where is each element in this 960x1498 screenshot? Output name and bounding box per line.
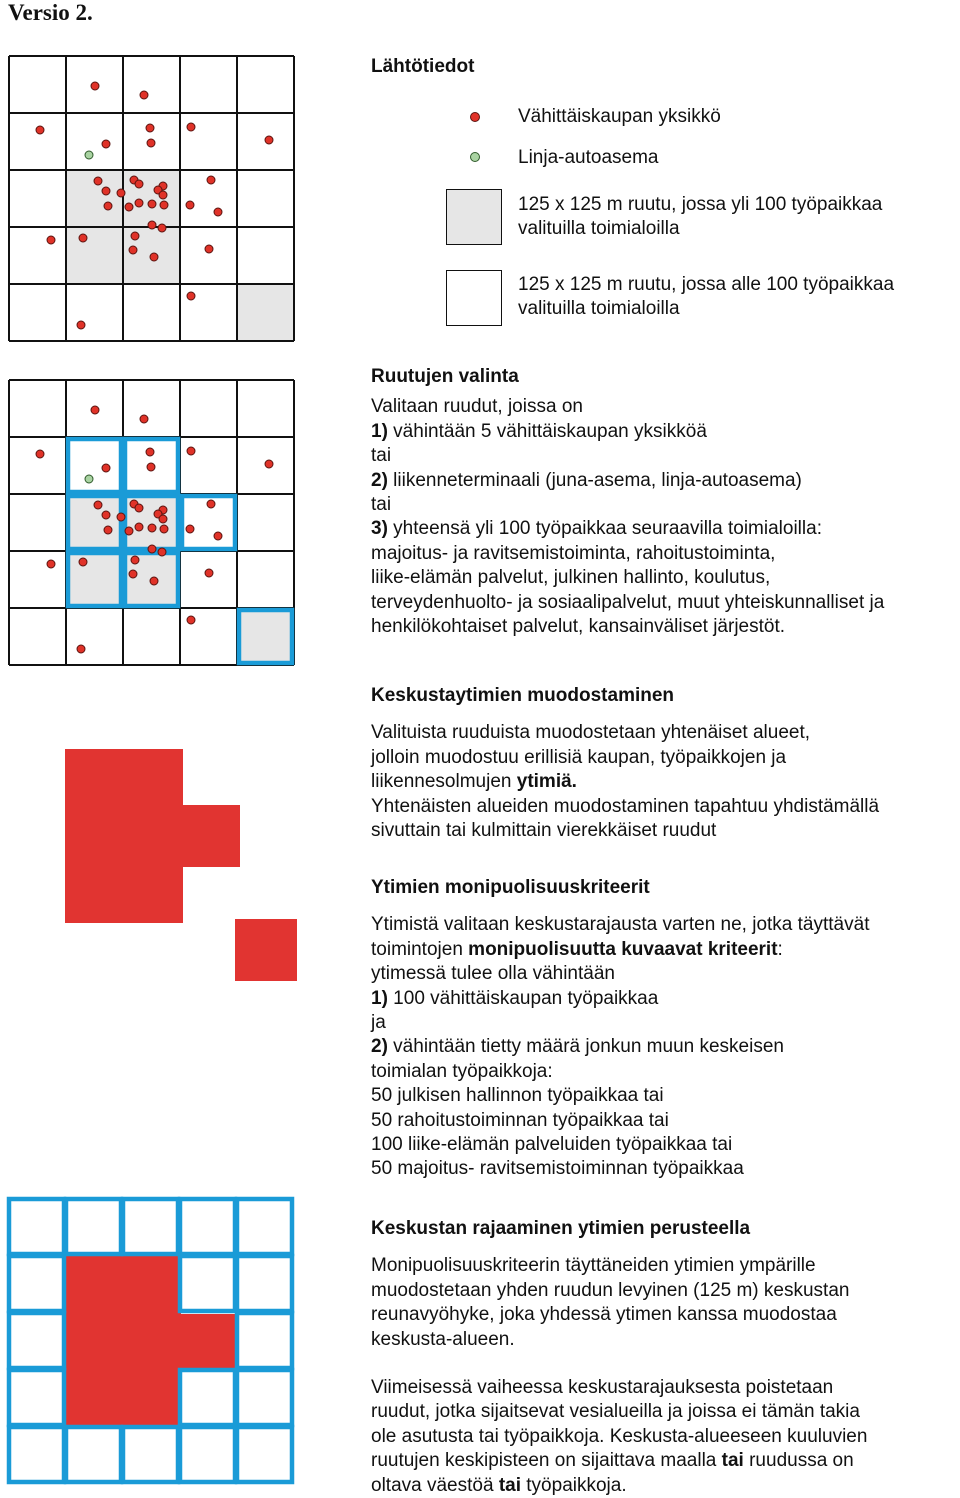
retail-unit-dot	[158, 224, 166, 232]
retail-unit-dot	[205, 245, 213, 253]
text-line: Viimeisessä vaiheessa keskustarajauksesta poistetaan	[371, 1376, 834, 1398]
retail-unit-dot	[205, 569, 213, 577]
retail-unit-dot	[104, 202, 112, 210]
boundary-cell-outline	[180, 1199, 235, 1254]
retail-unit-dot	[117, 513, 125, 521]
retail-unit-dot	[117, 189, 125, 197]
center-boundary-grid	[6, 1196, 300, 1486]
boundary-cell-outline	[237, 1313, 292, 1368]
input-data-grid	[8, 55, 298, 342]
retail-unit-dot	[129, 570, 137, 578]
retail-unit-dot	[214, 208, 222, 216]
retail-unit-dot	[214, 532, 222, 540]
bus-station-dot	[85, 151, 93, 159]
retail-unit-dot	[186, 525, 194, 533]
text-line: henkilökohtaiset palvelut, kansainväliset järjestöt.	[371, 615, 786, 637]
retail-unit-dot	[125, 203, 133, 211]
text-line: Valituista ruuduista muodostetaan yhtenäiset alueet,	[371, 722, 811, 744]
retail-unit-dot	[36, 450, 44, 458]
text-line: muodostetaan yhden ruudun levyinen (125 m) keskustan	[371, 1279, 850, 1301]
text-line: tai	[371, 493, 392, 515]
rajaaminen-body-2	[371, 1376, 867, 1498]
retail-unit-dot	[36, 126, 44, 134]
legend-gray-line-2: valituilla toimialoilla	[518, 218, 680, 240]
boundary-cell-outline	[180, 1427, 235, 1482]
text-line: ja	[371, 1011, 386, 1033]
rajaaminen-body	[371, 1254, 867, 1352]
retail-unit-dot	[47, 560, 55, 568]
retail-unit-dot	[158, 548, 166, 556]
bus-station-dot	[85, 475, 93, 483]
text-line: ruutujen keskipisteen on sijaittava maalla tai ruudussa on	[371, 1450, 854, 1472]
retail-unit-dot	[148, 221, 156, 229]
text-line: 50 julkisen hallinnon työpaikkaa tai	[371, 1085, 664, 1107]
text-line: Monipuolisuuskriteerin täyttäneiden ytimien ympärille	[371, 1255, 816, 1277]
text-line: 3) yhteensä yli 100 työpaikkaa seuraavilla toimialoilla:	[371, 518, 822, 540]
retail-unit-dot	[47, 236, 55, 244]
retail-unit-dot	[140, 91, 148, 99]
monipuolisuus-body	[371, 913, 869, 1181]
core-area-fill	[66, 1256, 237, 1425]
gray-cell	[237, 608, 294, 665]
retail-unit-dot	[187, 616, 195, 624]
text-line: keskusta-alueen.	[371, 1328, 515, 1350]
text-line: reunavyöhyke, joka yhdessä ytimen kanssa muodostaa	[371, 1304, 837, 1326]
text-line: 100 liike-elämän palveluiden työpaikkaa tai	[371, 1133, 733, 1155]
retail-unit-dot	[79, 558, 87, 566]
boundary-cell-outline	[237, 1199, 292, 1254]
legend-gray-cell	[518, 193, 882, 242]
text-line: ruudut, jotka sijaitsevat vesialueilla ja joissa ei tämän takia	[371, 1401, 860, 1423]
section-title-lahtotiedot: Lähtötiedot	[371, 56, 475, 77]
retail-unit-dot	[160, 201, 168, 209]
section-ruutujen-valinta	[371, 365, 884, 639]
retail-unit-legend-icon	[470, 112, 480, 122]
selected-cell-outline	[68, 439, 121, 492]
legend-white-line-1: 125 x 125 m ruutu, jossa alle 100 työpaikkaa	[518, 274, 895, 295]
legend-white-line-2: valituilla toimialoilla	[518, 298, 680, 320]
retail-unit-dot	[79, 234, 87, 242]
legend-bus-station: Linja-autoasema	[518, 147, 659, 168]
core-area-small	[235, 919, 297, 981]
text-line: Ytimistä valitaan keskustarajausta varten ne, jotka täyttävät	[371, 914, 870, 936]
retail-unit-dot	[131, 232, 139, 240]
text-line: 2) liikenneterminaali (juna-asema, linja-autoasema)	[371, 469, 802, 491]
boundary-cell-outline	[123, 1199, 178, 1254]
gray-cell-legend-swatch	[446, 189, 502, 245]
retail-unit-dot	[129, 246, 137, 254]
text-line: 50 majoitus- ravitsemistoiminnan työpaikkaa	[371, 1158, 744, 1180]
text-line: jolloin muodostuu erillisiä kaupan, työpaikkojen ja	[371, 746, 787, 768]
retail-unit-dot	[159, 191, 167, 199]
retail-unit-dot	[94, 501, 102, 509]
ruutujen-valinta-body	[371, 395, 884, 639]
legend-retail-unit: Vähittäiskaupan yksikkö	[518, 106, 721, 127]
retail-unit-dot	[135, 180, 143, 188]
retail-unit-dot	[186, 201, 194, 209]
retail-unit-dot	[104, 526, 112, 534]
retail-unit-dot	[265, 460, 273, 468]
retail-unit-dot	[102, 187, 110, 195]
text-line: 2) vähintään tietty määrä jonkun muun keskeisen	[371, 1036, 784, 1058]
text-line: liikennesolmujen ytimiä.	[371, 771, 577, 793]
gray-cell	[66, 227, 123, 284]
retail-unit-dot	[159, 515, 167, 523]
retail-unit-dot	[187, 123, 195, 131]
gray-cell	[237, 284, 294, 341]
gray-cell	[66, 551, 123, 608]
text-line: Valitaan ruudut, joissa on	[371, 396, 583, 418]
retail-unit-dot	[102, 511, 110, 519]
text-line: 1) 100 vähittäiskaupan työpaikkaa	[371, 987, 659, 1009]
retail-unit-dot	[131, 556, 139, 564]
boundary-cell-outline	[123, 1427, 178, 1482]
boundary-cell-outline	[237, 1256, 292, 1311]
retail-unit-dot	[150, 253, 158, 261]
retail-unit-dot	[146, 448, 154, 456]
text-line: sivuttain tai kulmittain vierekkäiset ruudut	[371, 819, 717, 841]
text-line: ole asutusta tai työpaikkoja. Keskusta-alueeseen kuuluvien	[371, 1425, 868, 1447]
retail-unit-dot	[160, 525, 168, 533]
retail-unit-dot	[91, 82, 99, 90]
section-title-keskustaytimien: Keskustaytimien muodostaminen	[371, 685, 675, 706]
boundary-cell-outline	[180, 1370, 235, 1425]
retail-unit-dot	[125, 527, 133, 535]
text-line: oltava väestöä tai työpaikkoja.	[371, 1474, 627, 1496]
retail-unit-dot	[146, 124, 154, 132]
boundary-cell-outline	[9, 1313, 64, 1368]
section-monipuolisuus	[371, 876, 869, 1182]
retail-unit-dot	[77, 321, 85, 329]
retail-unit-dot	[187, 292, 195, 300]
section-title-ruutujen-valinta: Ruutujen valinta	[371, 366, 519, 387]
retail-unit-dot	[91, 406, 99, 414]
retail-unit-dot	[147, 139, 155, 147]
boundary-cell-outline	[180, 1256, 235, 1311]
retail-unit-dot	[135, 523, 143, 531]
retail-unit-dot	[187, 447, 195, 455]
text-line: terveydenhuolto- ja sosiaalipalvelut, muut yhteiskunnalliset ja	[371, 591, 885, 613]
text-line: ytimessä tulee olla vähintään	[371, 963, 615, 985]
core-area-large	[65, 749, 240, 923]
retail-unit-dot	[148, 200, 156, 208]
text-line: tai	[371, 445, 392, 467]
cell-selection-grid	[8, 379, 298, 667]
boundary-cell-outline	[66, 1427, 121, 1482]
white-cell-legend-swatch	[446, 270, 502, 326]
boundary-cell-outline	[237, 1427, 292, 1482]
retail-unit-dot	[102, 140, 110, 148]
text-line: 1) vähintään 5 vähittäiskaupan yksikköä	[371, 420, 707, 442]
legend-gray-line-1: 125 x 125 m ruutu, jossa yli 100 työpaikkaa	[518, 194, 883, 215]
text-line: majoitus- ja ravitsemistoiminta, rahoitustoiminta,	[371, 542, 776, 564]
retail-unit-dot	[102, 464, 110, 472]
keskustaytimien-body	[371, 721, 879, 843]
version-label: Versio 2.	[8, 0, 93, 25]
core-areas-diagram	[60, 745, 305, 985]
retail-unit-dot	[77, 645, 85, 653]
text-line: 50 rahoitustoiminnan työpaikkaa tai	[371, 1109, 669, 1131]
boundary-cell-outline	[9, 1427, 64, 1482]
section-title-rajaaminen: Keskustan rajaaminen ytimien perusteella	[371, 1218, 751, 1239]
boundary-cell-outline	[9, 1256, 64, 1311]
retail-unit-dot	[148, 545, 156, 553]
retail-unit-dot	[135, 199, 143, 207]
bus-station-legend-icon	[470, 152, 480, 162]
retail-unit-dot	[140, 415, 148, 423]
boundary-cell-outline	[66, 1199, 121, 1254]
retail-unit-dot	[207, 500, 215, 508]
retail-unit-dot	[265, 136, 273, 144]
boundary-cell-outline	[9, 1370, 64, 1425]
section-rajaaminen	[371, 1217, 867, 1498]
text-line: toimialan työpaikkoja:	[371, 1060, 553, 1082]
retail-unit-dot	[150, 577, 158, 585]
retail-unit-dot	[135, 504, 143, 512]
retail-unit-dot	[147, 463, 155, 471]
legend-white-cell	[518, 273, 894, 322]
section-title-monipuolisuus: Ytimien monipuolisuuskriteerit	[371, 877, 650, 898]
section-keskustaytimien	[371, 684, 879, 843]
text-line: liike-elämän palvelut, julkinen hallinto, koulutus,	[371, 567, 771, 589]
text-line: Yhtenäisten alueiden muodostaminen tapahtuu yhdistämällä	[371, 795, 880, 817]
boundary-cell-outline	[9, 1199, 64, 1254]
retail-unit-dot	[207, 176, 215, 184]
boundary-cell-outline	[237, 1370, 292, 1425]
text-line: toimintojen monipuolisuutta kuvaavat kriteerit:	[371, 938, 783, 960]
retail-unit-dot	[94, 177, 102, 185]
retail-unit-dot	[148, 524, 156, 532]
